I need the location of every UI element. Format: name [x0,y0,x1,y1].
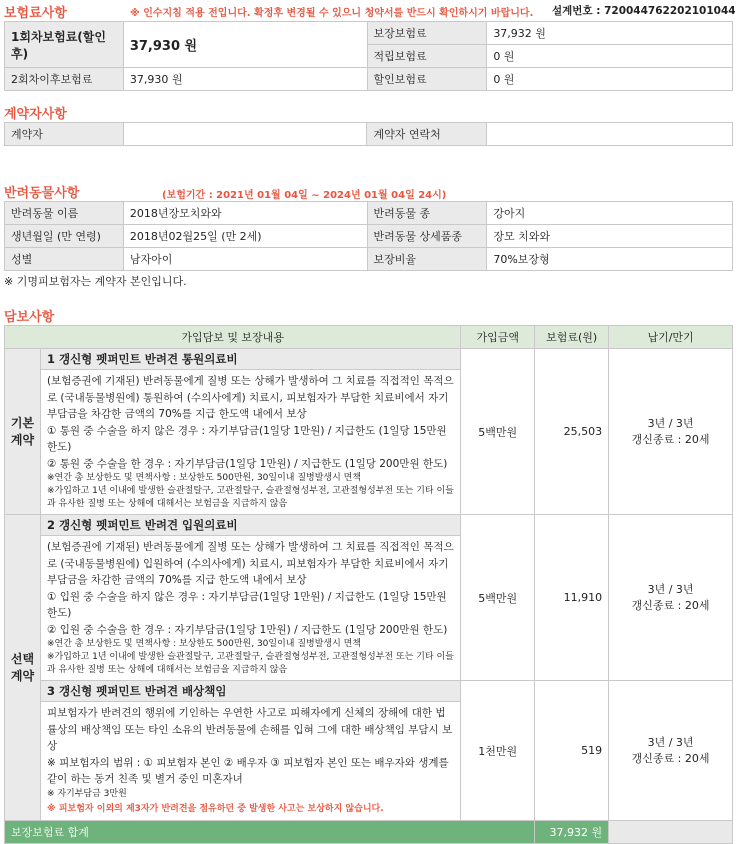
item-1-term [609,349,733,515]
item-3-line1: ※ 피보험자의 범위 : ① 피보험자 본인 ② 배우자 ③ 피보험자 본인 또는 배우자와 생계를 같이 하는 동거 친족 및 별거 중인 미혼자녀 [46,756,449,785]
premium-section-title: 보험료사항 [4,6,67,21]
pet-name-value: 2018년장모치와와 [123,202,367,225]
discount-premium-value: 0 원 [487,68,733,91]
item-2-small1: ※연간 총 보상한도 및 면책사항 : 보상한도 500만원, 30일이내 질병발생시 면책 [46,639,362,649]
pet-table [4,201,733,271]
contractor-value [123,123,367,146]
second-premium-label: 2회차이후보험료 [5,68,124,91]
design-number: 설계번호 : 720044762202101044 [552,5,736,17]
insurance-period: (보험기간 : 2021년 01월 04일 ~ 2024년 01월 04일 24시) [162,190,447,201]
pet-species-value: 강아지 [487,202,733,225]
item-1-premium: 25,503 [535,349,609,515]
item-3-premium: 519 [535,681,609,821]
item-1-term-renewal: 갱신종료 : 20세 [631,432,710,446]
item-2-term-renewal: 갱신종료 : 20세 [631,598,710,612]
item-3-amount: 1천만원 [461,681,535,821]
contact-label: 계약자 연락처 [367,123,487,146]
pet-sex-label: 성별 [5,248,124,271]
pet-breed-value: 장모 치와와 [487,225,733,248]
item-2-term [609,515,733,681]
item-2-premium: 11,910 [535,515,609,681]
coverage-section-title: 담보사항 [4,310,55,325]
item-1-body [40,370,460,515]
second-premium-value: 37,930 원 [123,68,367,91]
item-3-term-renewal: 갱신종료 : 20세 [631,751,710,765]
basic-contract-label [5,349,41,515]
item-1-line2: ② 통원 중 수술을 한 경우 : 자기부담금(1일당 1만원) / 지급한도 (1일당 200만원 한도) [46,457,448,470]
item-1-amount: 5백만원 [461,349,535,515]
item-1-term-period: 3년 / 3년 [647,416,694,430]
contact-value [487,123,733,146]
total-blank [609,821,733,844]
pet-breed-label: 반려동물 상세품종 [367,225,487,248]
optional-label-line2: 계약 [10,668,35,683]
optional-label-line1: 선택 [10,651,35,666]
item-1-small1: ※연간 총 보상한도 및 면책사항 : 보상한도 500만원, 30일이내 질병발생시 면책 [46,473,362,483]
savings-premium-value: 0 원 [487,45,733,68]
basic-label-line1: 기본 [10,415,35,430]
header-premium: 보험료(원) [535,326,609,349]
basic-label-line2: 계약 [10,432,35,447]
header-item: 가입담보 및 보장내용 [5,326,461,349]
pet-sex-value: 남자아이 [123,248,367,271]
contractor-label: 계약자 [5,123,124,146]
item-1-line1: ① 통원 중 수술을 하지 않은 경우 : 자기부담금(1일당 1만원) / 지급한도 (1일당 15만원 한도) [46,424,447,453]
first-premium-label: 1회차보험료(할인후) [5,22,124,68]
savings-premium-label: 적립보험료 [367,45,487,68]
item-2-line2: ② 입원 중 수술을 한 경우 : 자기부담금(1일당 1만원) / 지급한도 (1일당 200만원 한도) [46,623,448,636]
item-1-title: 1 갱신형 펫퍼민트 반려견 통원의료비 [40,349,460,370]
header-term: 납기/만기 [609,326,733,349]
item-3-term-period: 3년 / 3년 [647,735,694,749]
coverage-ratio-value: 70%보장형 [487,248,733,271]
contractor-section-title: 계약자사항 [4,107,67,122]
item-3-desc: 피보험자가 반려견의 행위에 기인하는 우연한 사고로 피해자에게 신체의 장해에 대한 법률상의 배상책임 또는 타인 소유의 반려동물에 손해를 입혀 그에 대한 배상책임 부담시 보상 [46,707,453,752]
pet-birth-label: 생년월일 (만 연령) [5,225,124,248]
insured-note: ※ 기명피보험자는 계약자 본인입니다. [4,275,187,288]
pet-birth-value: 2018년02월25일 (만 2세) [123,225,367,248]
coverage-premium-value: 37,932 원 [487,22,733,45]
pet-section-title: 반려동물사항 [4,186,80,201]
item-1-desc: (보험증권에 기재된) 반려동물에게 질병 또는 상해가 발생하여 그 치료를 직접적인 목적으로 (국내동물병원에) 통원하여 (수의사에게) 치료시, 피보험자가 부담한 치료비에서 자기부담금을 차감한 금액의 70%를 지급 한도액 내에서 보상 [46,375,454,420]
item-3-red-note: ※ 피보험자 이외의 제3자가 반려견을 점유하던 중 발생한 사고는 보상하지 않습니다. [46,803,384,814]
premium-notice: ※ 인수지침 적용 전입니다. 확정후 변경될 수 있으니 청약서를 반드시 확인하시기 바랍니다. [130,8,534,19]
premium-table [4,21,733,91]
item-3-title: 3 갱신형 펫퍼민트 반려견 배상책임 [40,681,460,702]
coverage-ratio-label: 보장비율 [367,248,487,271]
pet-name-label: 반려동물 이름 [5,202,124,225]
discount-premium-label: 할인보험료 [367,68,487,91]
optional-contract-label [5,515,41,821]
first-premium-value: 37,930 원 [123,22,367,68]
item-2-amount: 5백만원 [461,515,535,681]
contractor-table [4,122,733,146]
pet-species-label: 반려동물 종 [367,202,487,225]
item-2-small2: ※가입하고 1년 이내에 발생한 슬관절탈구, 고관절탈구, 슬관절형성부전, 고관절형성부전 또는 기타 이들과 유사한 질병 또는 상해에 대해서는 보험금을 지급하지 않음 [46,652,454,675]
item-2-body [40,536,460,681]
header-amount: 가입금액 [461,326,535,349]
item-3-small1: ※ 자기부담금 3만원 [46,788,127,799]
coverage-premium-label: 보장보험료 [367,22,487,45]
item-3-term [609,681,733,821]
item-2-term-period: 3년 / 3년 [647,582,694,596]
item-3-body [40,702,460,821]
item-2-title: 2 갱신형 펫퍼민트 반려견 입원의료비 [40,515,460,536]
total-value: 37,932 원 [535,821,609,844]
item-1-small2: ※가입하고 1년 이내에 발생한 슬관절탈구, 고관절탈구, 슬관절형성부전, 고관절형성부전 또는 기타 이들과 유사한 질병 또는 상해에 대해서는 보험금을 지급하지 않음 [46,486,454,509]
item-2-line1: ① 입원 중 수술을 하지 않은 경우 : 자기부담금(1일당 1만원) / 지급한도 (1일당 15만원 한도) [46,590,447,619]
total-label: 보장보험료 합계 [5,821,535,844]
coverage-table [4,325,733,844]
item-2-desc: (보험증권에 기재된) 반려동물에게 질병 또는 상해가 발생하여 그 치료를 직접적인 목적으로 (국내동물병원에) 입원하여 (수의사에게) 치료시, 피보험자가 부담한 치료비에서 자기부담금을 차감한 금액의 70%를 지급 한도액 내에서 보상 [46,541,454,586]
